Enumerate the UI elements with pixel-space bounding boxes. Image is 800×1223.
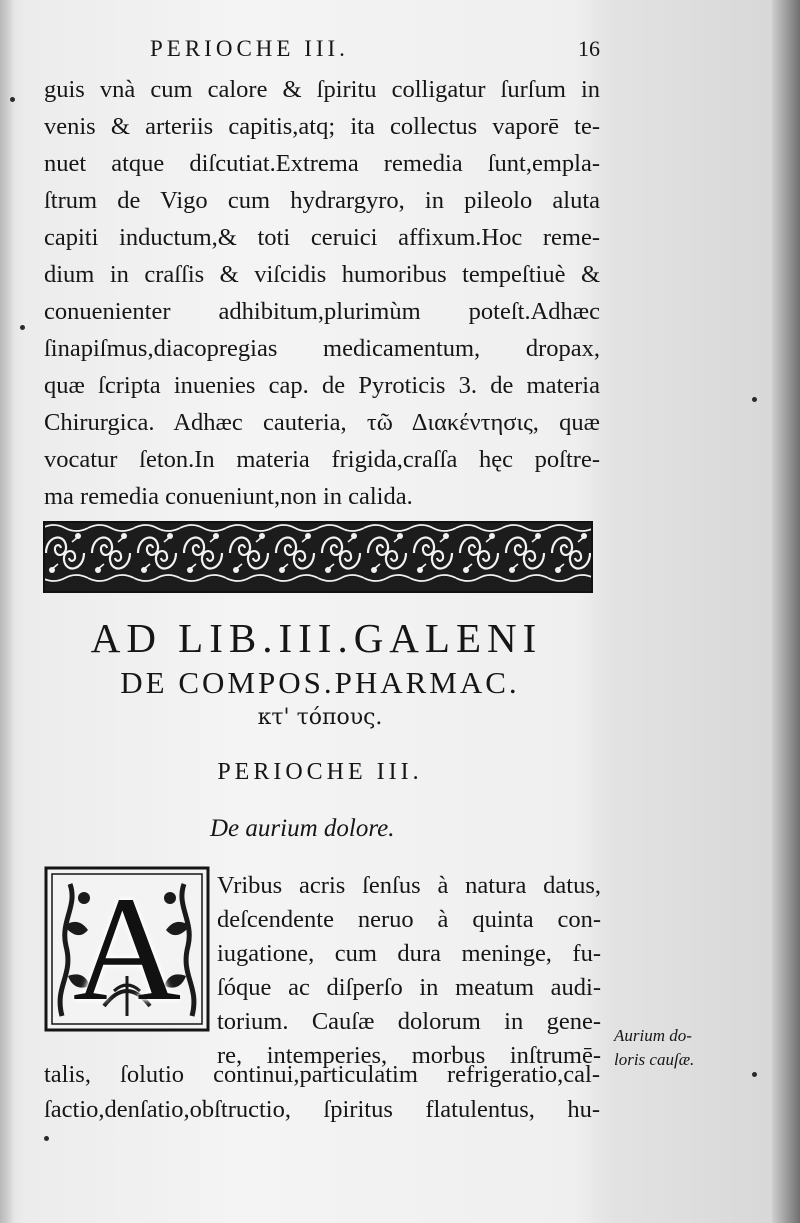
margin-note-line: loris cauſæ. <box>614 1050 695 1069</box>
chapter-title-line-1: AD LIB.III.GALENI <box>90 615 543 661</box>
page-left-shadow <box>0 0 14 1223</box>
greek-subtitle: κτ' τόπους. <box>257 705 383 730</box>
text-line: ſactio,denſatio,obſtructio, ſpiritus flatulentus, hu- <box>44 1096 600 1123</box>
subject-heading: De aurium dolore. <box>210 815 395 842</box>
first-paragraph-full-width <box>44 1057 600 1127</box>
ink-speck <box>752 397 757 402</box>
text-line: Chirurgica. Adhæc cauteria, τῶ Διακέντησις, quæ <box>44 409 600 436</box>
text-line: ſtrum de Vigo cum hydrargyro, in pileolo aluta <box>44 187 600 214</box>
text-line: talis, ſolutio continui,particulatim refrigeratio,cal- <box>44 1061 600 1088</box>
text-line: quæ ſcripta inuenies cap. de Pyroticis 3. de materia <box>44 372 600 399</box>
running-head <box>150 36 600 70</box>
ink-speck <box>752 1072 757 1077</box>
text-line: ſinapiſmus,diacopregias medicamentum, dropax, <box>44 335 600 362</box>
text-line: re, intemperies, morbus inſtrumē- <box>217 1042 601 1069</box>
section-heading: PERIOCHE III. <box>217 759 423 785</box>
text-line: capiti inductum,& toti ceruici affixum.Hoc reme- <box>44 224 600 251</box>
margin-note <box>614 1024 764 1072</box>
drop-cap-letter: A <box>72 866 182 1032</box>
text-line: nuet atque diſcutiat.Extrema remedia ſunt,empla- <box>44 150 600 177</box>
ornament-scroll-icon <box>42 518 594 596</box>
text-line: torium. Cauſæ dolorum in gene- <box>217 1008 601 1035</box>
text-line: Vribus acris ſenſus à natura datus, <box>217 872 601 899</box>
text-line: dium in craſſis & viſcidis humoribus tempeſtiuè & <box>44 261 600 288</box>
margin-note-line: Aurium do- <box>614 1026 692 1045</box>
text-line: conuenienter adhibitum,plurimùm poteſt.Adhæc <box>44 298 600 325</box>
book-spine-shadow <box>772 0 800 1223</box>
text-line: ſóque ac diſperſo in meatum audi- <box>217 974 601 1001</box>
chapter-title-line-2: DE COMPOS.PHARMAC. <box>120 665 520 700</box>
top-paragraph <box>44 71 600 515</box>
ink-speck <box>10 97 15 102</box>
text-line: iugatione, cum dura meninge, fu- <box>217 940 601 967</box>
ink-speck <box>20 325 25 330</box>
drop-cap <box>44 866 210 1032</box>
ornamental-band <box>42 518 594 596</box>
text-line: deſcendente neruo à quinta con- <box>217 906 601 933</box>
text-line: guis vnà cum calore & ſpiritu colligatur ſurſum in <box>44 76 600 103</box>
page-number: 16 <box>578 36 600 61</box>
ink-speck <box>44 1136 49 1141</box>
running-title: PERIOCHE III. <box>150 36 349 61</box>
text-line: vocatur ſeton.In materia frigida,craſſa hęc poſtre- <box>44 446 600 473</box>
text-line: ma remedia conueniunt,non in calida. <box>44 483 413 510</box>
first-paragraph-beside-initial <box>217 869 601 1073</box>
text-line: venis & arteriis capitis,atq; ita collectus vaporē te- <box>44 113 600 140</box>
